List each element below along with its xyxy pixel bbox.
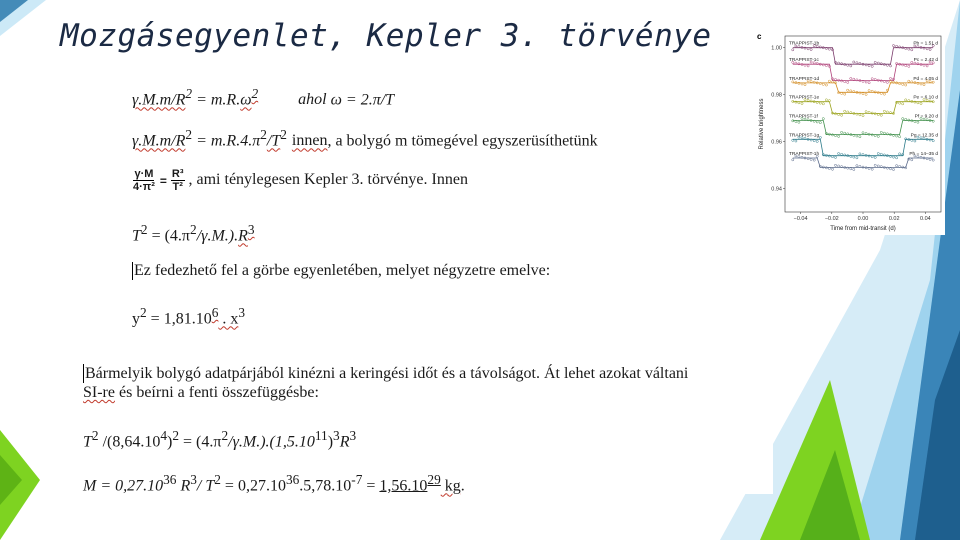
series-label: TRAPPIST-1h [789,152,820,158]
kepler-fraction-right [171,168,185,193]
series-period-label: Pe = 6.10 d [913,95,938,101]
eq1-omega: ω [240,91,252,109]
eq3-text: , ami ténylegesen Kepler 3. törvénye. Innen [188,171,468,189]
equation-line-4 [132,222,255,245]
equation-line-2 [132,127,598,150]
chart-x-axis-label: Time from mid-transit (d) [830,226,896,232]
eq1-exponent: 2 [185,86,193,101]
eq4-exponent-3: 3 [247,222,255,237]
x-tick-label: −0.02 [824,216,839,222]
eq1-left: γ.M.m/R [132,91,186,109]
eq6-exponent: 2 [140,305,147,320]
x-tick-label: 0.04 [920,216,931,222]
eq8-f: = [362,477,380,495]
eq6-tail: . x [218,310,239,328]
eq2-period: /T [266,132,281,150]
eq7-exp-1: 2 [91,428,99,443]
x-tick-label: −0.04 [793,216,808,222]
eq2-innen: innen [291,132,328,150]
eq7-exp-5: 11 [314,428,328,443]
series-label: TRAPPIST-1c [789,58,819,64]
eq8-exp-2: 3 [190,472,197,487]
eq7-exp-6: 3 [333,428,340,443]
y-tick-label: 1.00 [771,45,782,52]
series-label: TRAPPIST-1d [789,76,820,82]
eq8-g: 1,56.10 [379,477,428,495]
eq4-exponent-2: 2 [190,222,197,237]
paragraph-line-2-rest: és beírni a fenti összefüggésbe: [114,384,319,401]
eq7-f: ) [327,433,334,451]
eq2-left: γ.M.m/R [132,132,186,150]
eq7-exp-7: 3 [349,428,357,443]
equation-line-3 [132,168,468,193]
fraction-left-numerator: γ·M [134,168,154,180]
kepler-fraction-left [132,168,156,193]
eq2-exponent-2: 2 [260,127,267,142]
transit-light-curve-chart [755,30,945,235]
eq8-exp-5: -7 [351,472,363,487]
series-label: TRAPPIST-1g [789,133,820,139]
eq7-d: = (4.π [179,433,222,451]
eq1-right: ω = 2.π/T [326,91,395,109]
eq1-ahol: ahol [298,91,327,109]
eq8-exp-4: 36 [285,472,300,487]
x-tick-label: 0.00 [857,216,869,222]
equation-line-1 [132,86,394,109]
kepler-equals: = [159,173,167,188]
equation-line-6 [132,305,245,328]
slide-title: Mozgásegyenlet, Kepler 3. törvénye [60,18,712,54]
chart-y-axis-label: Relative brightness [759,98,765,150]
eq8-b: R [176,477,191,495]
y-tick-label: 0.96 [771,139,782,146]
eq8-exp-3: 2 [214,472,221,487]
series-label: TRAPPIST-1b [789,41,820,47]
equation-line-8 [83,472,465,495]
eq7-exp-4: 2 [221,428,229,443]
fraction-right-denominator: T² [172,181,183,193]
x-tick-label: 0.02 [888,216,900,222]
eq7-a: T [83,433,92,451]
eq7-g: R [339,433,350,451]
series-label: TRAPPIST-1e [789,95,820,101]
fraction-right-numerator: R³ [171,168,184,180]
eq2-tail: , a bolygó m tömegével egyszerüsíthetünk [327,132,598,150]
series-period-label: Pg = 12.35 d [910,133,938,139]
paragraph-line-1: Bármelyik bolygó adatpárjából kinézni a keringési időt és a távolságot. Át lehet azokat váltani [83,364,768,383]
fraction-left-denominator: 4·π² [133,181,155,193]
y-tick-label: 0.94 [771,186,782,193]
eq7-exp-2: 4 [160,428,168,443]
eq8-a: M = 0,27.10 [83,477,164,495]
eq2-exponent-3: 2 [280,127,287,142]
eq7-exp-3: 2 [172,428,180,443]
eq8-c: / T [196,477,215,495]
series-period-label: Pd = 4.05 d [913,76,938,82]
series-period-label: Pc = 2.42 d [913,58,938,64]
eq6-middle: = 1,81.10 [146,310,212,328]
eq6-exponent-3: 3 [238,305,246,320]
eq8-unit: kg [440,477,461,495]
explanation-paragraph [83,364,768,402]
eq1-exponent-2: 2 [251,86,259,101]
paragraph-si: SI-re [83,384,115,401]
eq2-middle: = m.R.4.π [192,132,261,150]
chart-panel-letter: c [757,32,762,41]
eq6-left: y [132,310,140,328]
eq8-e: .5,78.10 [299,477,352,495]
eq7-e: /γ.M.).(1,5.10 [228,433,315,451]
series-label: TRAPPIST-1f [789,114,818,120]
eq2-exponent: 2 [185,127,193,142]
eq4-middle-2: /γ.M.). [196,227,239,245]
eq7-b: /(8,64.10 [98,433,161,451]
eq1-middle: = m.R. [192,91,241,109]
series-period-label: Pb = 1.51 d [913,41,938,47]
series-period-label: Pf = 9.20 d [914,114,938,120]
eq4-middle: = (4.π [147,227,191,245]
eq6-exponent-2: 6 [211,305,219,320]
top-left-corner-accent-light [0,0,46,36]
eq4-left: T [132,227,141,245]
eq4-radius: R [238,227,248,245]
eq8-exp-1: 36 [163,472,177,487]
eq7-c: ) [167,433,173,451]
equation-line-7 [83,428,356,451]
eq4-exponent: 2 [140,222,148,237]
series-period-label: Ph = 14–35 d [909,152,938,158]
paragraph-line-2 [83,383,768,402]
eq8-period: . [460,477,465,495]
equation-line-5: Ez fedezhető fel a görbe egyenletében, melyet négyzetre emelve: [134,262,551,279]
y-tick-label: 0.98 [771,92,782,99]
eq8-d: = 0,27.10 [220,477,286,495]
eq8-exp-6: 29 [427,472,441,487]
